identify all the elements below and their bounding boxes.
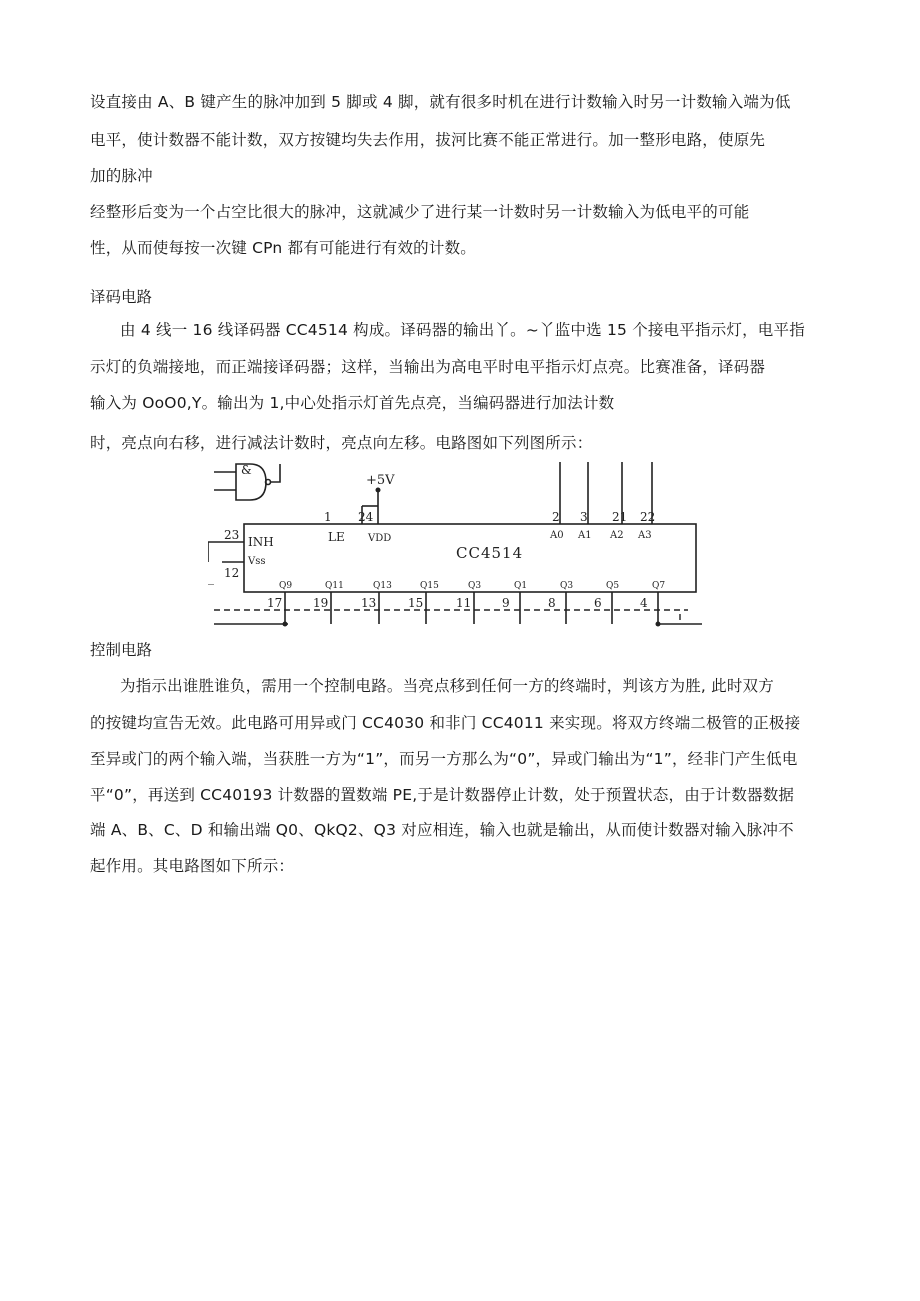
pin-vdd: 24	[358, 510, 374, 524]
paragraph-line: 起作用。其电路图如下所示：	[90, 857, 295, 875]
input-pin-number: 3	[580, 510, 588, 524]
output-pin-number: 15	[408, 596, 424, 610]
paragraph-line: 加的脉冲	[90, 167, 153, 185]
vss-label: Vss	[248, 556, 266, 567]
gate-symbol: &	[241, 463, 252, 477]
output-pin-label: Q9	[279, 581, 293, 591]
input-pin-label: A2	[610, 530, 624, 541]
vdd-label: VDD	[368, 533, 392, 544]
pin-vss: 12	[224, 566, 240, 580]
paragraph-line: 端 A、B、C、D 和输出端 Q0、QkQ2、Q3 对应相连，输入也就是输出，从而使计数器对输入脉冲不	[90, 821, 794, 839]
input-pin-number: 21	[612, 510, 628, 524]
output-pin-label: Q13	[373, 581, 392, 591]
output-pin-label: Q7	[652, 581, 666, 591]
output-pin-number: 9	[502, 596, 510, 610]
supply-label: +5V	[366, 473, 395, 488]
output-pin-number: 19	[313, 596, 329, 610]
output-pin-number: 17	[267, 596, 283, 610]
wire-junction	[283, 622, 288, 627]
output-pin-number: 8	[548, 596, 556, 610]
output-pin-label: Q15	[420, 581, 439, 591]
paragraph-line: 的按键均宣告无效。此电路可用异或门 CC4030 和非门 CC4011 来实现。将双方终端二极管的正极接	[90, 714, 801, 732]
input-pin-label: A0	[550, 530, 564, 541]
output-pin-number: 6	[594, 596, 602, 610]
output-pin-label: Q5	[606, 581, 620, 591]
input-pin-label: A3	[638, 530, 652, 541]
paragraph-line: 由 4 线一 16 线译码器 CC4514 构成。译码器的输出丫。~丫监中选 15 个接电平指示灯，电平指	[120, 321, 805, 339]
paragraph-line: 时，亮点向右移，进行减法计数时，亮点向左移。电路图如下列图所示：	[90, 434, 593, 452]
paragraph-line: 至异或门的两个输入端，当获胜一方为“1”，而另一方那么为“0”，异或门输出为“1”，经非门产生低电	[90, 750, 798, 768]
input-pin-label: A1	[578, 530, 592, 541]
output-pin-label: Q3	[560, 581, 574, 591]
pin-le: 1	[324, 510, 332, 524]
paragraph-line: 经整形后变为一个占空比很大的脉冲，这就减少了进行某一计数时另一计数输入为低电平的可能	[90, 203, 750, 221]
input-pin-number: 2	[552, 510, 560, 524]
vdd-terminal	[376, 488, 381, 493]
output-pin-number: 4	[640, 596, 648, 610]
paragraph-line: 电平，使计数器不能计数，双方按键均失去作用，拔河比赛不能正常进行。加一整形电路，使原先	[90, 131, 766, 149]
ground-mark: _	[208, 571, 214, 585]
paragraph-line: 输入为 OoO0,Y。输出为 1,中心处指示灯首先点亮，当编码器进行加法计数	[90, 394, 615, 412]
input-pin-number: 22	[640, 510, 656, 524]
wire-junction	[656, 622, 661, 627]
output-pin-label: Q11	[325, 581, 344, 591]
paragraph-line: 平“0”，再送到 CC40193 计数器的置数端 PE,于是计数器停止计数，处于预置状态，由于计数器数据	[90, 786, 795, 804]
inh-label: INH	[248, 535, 274, 549]
paragraph-line: 设直接由 A、B 键产生的脉冲加到 5 脚或 4 脚，就有很多时机在进行计数输入时另一计数输入端为低	[90, 93, 791, 111]
paragraph-line: 为指示出谁胜谁负，需用一个控制电路。当亮点移到任何一方的终端时，判该方为胜, 此时双方	[120, 677, 774, 695]
section-heading-control: 控制电路	[90, 641, 153, 659]
paragraph-line: 示灯的负端接地，而正端接译码器；这样，当输出为高电平时电平指示灯点亮。比赛准备，译码器	[90, 358, 766, 376]
chip-label: CC4514	[456, 544, 524, 562]
decoder-circuit-diagram	[208, 462, 708, 634]
gate-output-bubble	[266, 480, 271, 485]
section-heading-decoder: 译码电路	[90, 288, 153, 306]
le-label: LE	[328, 530, 345, 544]
paragraph-line: 性，从而使每按一次键 CPn 都有可能进行有效的计数。	[90, 239, 476, 257]
output-pin-number: 11	[456, 596, 472, 610]
pin-inh: 23	[224, 528, 240, 542]
output-pin-label: Q1	[514, 581, 528, 591]
output-pin-number: 13	[361, 596, 377, 610]
output-pin-label: Q3	[468, 581, 482, 591]
